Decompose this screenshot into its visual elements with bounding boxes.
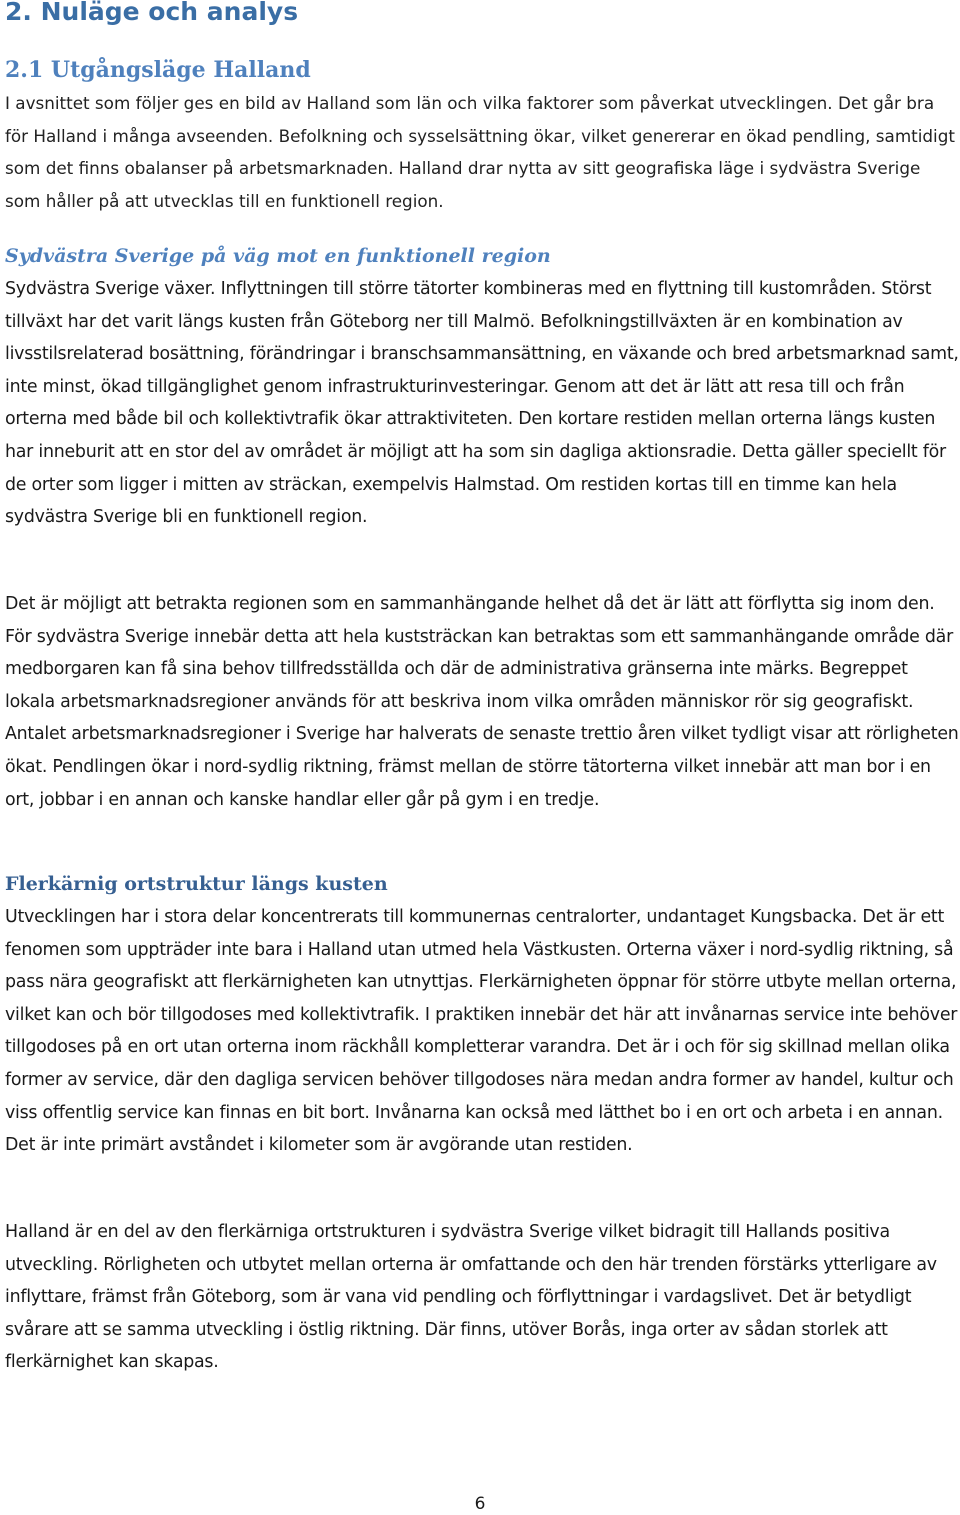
paragraph-southwest-1: Sydvästra Sverige växer. Inflyttningen till större tätorter kombineras med en flyttning till kustområden. Störst tillväxt har det varit längs kusten från Göteborg ner till Malmö. Befolkningstillväxten är en kombination av livsstilsrelaterad bosättning, förändringar i branschsammansättning, en växande och bred arbetsmarknad samt, inte minst, ökad tillgänglighet genom infrastrukturinvesteringar. Genom att det är lätt att resa till och från orterna med både bil och kollektivtrafik ökar attraktiviteten. Den kortare restiden mellan orterna längs kusten har inneburit att en stor del av området är möjligt att ha som sin dagliga aktionsradie. Detta gäller speciellt för de orter som ligger i mitten av sträckan, exempelvis Halmstad. Om restiden kortas till en timme kan hela sydvästra Sverige bli en funktionell region.	[5, 279, 959, 528]
subsection-heading-polycentric: Flerkärnig ortstruktur längs kusten	[5, 873, 388, 895]
intro-paragraph: I avsnittet som följer ges en bild av Halland som län och vilka faktorer som påverkat utvecklingen. Det går bra för Halland i många avseenden. Befolkning och sysselsättning ökar, vilket genererar en ökad pendling, samtidigt som det finns obalanser på arbetsmarknaden. Halland drar nytta av sitt geografiska läge i sydvästra Sverige som håller på att utvecklas till en funktionell region.	[5, 93, 955, 211]
paragraph-southwest-2: Det är möjligt att betrakta regionen som en sammanhängande helhet då det är lätt att förflytta sig inom den. För sydvästra Sverige innebär detta att hela kuststräckan kan betraktas som ett sammanhängande område där medborgaren kan få sina behov tillfredsställda och där de administrativa gränserna inte märks. Begreppet lokala arbetsmarknadsregioner används för att beskriva inom vilka områden människor rör sig geografiskt. Antalet arbetsmarknadsregioner i Sverige har halverats de senaste trettio åren vilket tydligt visar att rörligheten ökat. Pendlingen ökar i nord-sydlig riktning, främst mellan de större tätorterna vilket innebär att man bor i en ort, jobbar i en annan och kanske handlar eller går på gym i en tredje.	[5, 594, 959, 810]
chapter-heading: 2. Nuläge och analys	[5, 0, 299, 26]
subsection-heading-southwest: Sydvästra Sverige på väg mot en funktionell region	[5, 245, 551, 267]
section-heading: 2.1 Utgångsläge Halland	[5, 57, 311, 83]
page-number: 6	[474, 1494, 486, 1514]
paragraph-polycentric-2: Halland är en del av den flerkärniga ortstrukturen i sydvästra Sverige vilket bidragit till Hallands positiva utveckling. Rörligheten och utbytet mellan orterna är omfattande och den här trenden förstärks ytterligare av inflyttare, främst från Göteborg, som är vana vid pendling och förflyttningar i vardagslivet. Det är betydligt svårare att se samma utveckling i östlig riktning. Där finns, utöver Borås, inga orter av sådan storlek att flerkärnighet kan skapas.	[5, 1222, 937, 1373]
paragraph-polycentric-1: Utvecklingen har i stora delar koncentrerats till kommunernas centralorter, undantaget Kungsbacka. Det är ett fenomen som uppträder inte bara i Halland utan utmed hela Västkusten. Orterna växer i nord-sydlig riktning, så pass nära geografiskt att flerkärnigheten kan utnyttjas. Flerkärnigheten öppnar för större utbyte mellan orterna, vilket kan och bör tillgodoses med kollektivtrafik. I praktiken innebär det här att invånarnas service inte behöver tillgodoses på en ort utan orterna inom räckhåll kompletterar varandra. Det är i och för sig skillnad mellan olika former av service, där den dagliga servicen behöver tillgodoses nära medan andra former av handel, kultur och viss offentlig service kan finnas en bit bort. Invånarna kan också med lätthet bo i en ort och arbeta i en annan. Det är inte primärt avståndet i kilometer som är avgörande utan restiden.	[5, 907, 958, 1156]
